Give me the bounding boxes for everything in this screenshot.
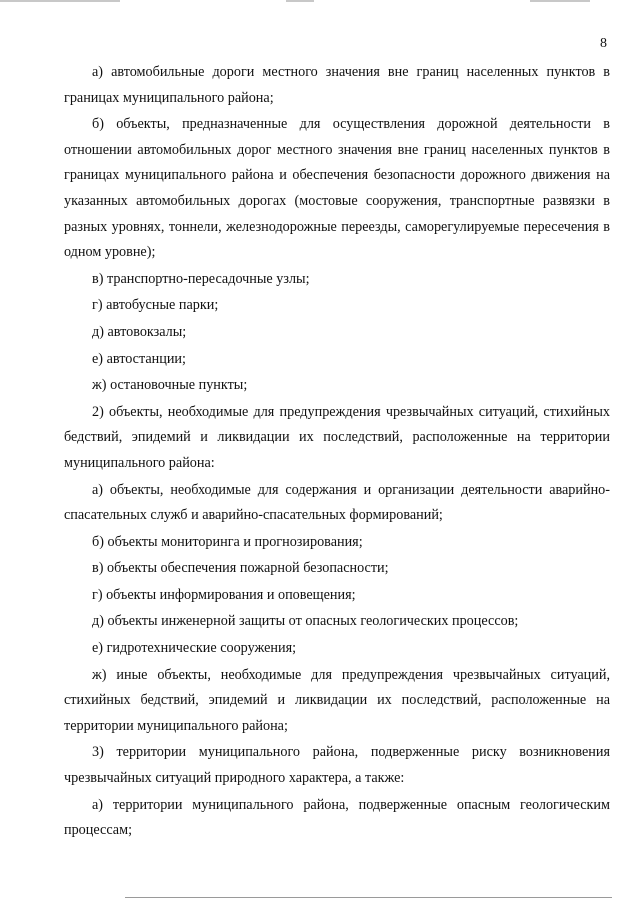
paragraph-e-bus-stations: е) автостанции; (92, 350, 186, 367)
paragraph-2-emergency-objects: 2) объекты, необходимые для предупреждения чрезвычайных ситуаций, стихийных бедствий, эпидемий и ликвидации их последствий, расположенные на территории муниципального района: (64, 403, 610, 471)
paragraph-g-bus-depots: г) автобусные парки; (92, 297, 219, 314)
paragraph-v-fire-safety: в) объекты обеспечения пожарной безопасности; (92, 560, 389, 577)
paragraph-d-bus-terminals: д) автовокзалы; (92, 323, 187, 340)
paragraph-d-engineering-protection: д) объекты инженерной защиты от опасных геологических процессов; (92, 613, 519, 630)
paragraph-a-rescue-services: а) объекты, необходимые для содержания и организации деятельности аварийно-спасательных служб и аварийно-спасательных формирований; (64, 481, 610, 524)
paragraph-a-geological-territories: а) территории муниципального района, подверженные опасным геологическим процессам; (64, 796, 610, 839)
document-body (64, 60, 610, 844)
paragraph-v-transfer-hubs: в) транспортно-пересадочные узлы; (92, 270, 310, 287)
scan-bottom-edge-line (125, 897, 612, 898)
paragraph-e-hydraulic-structures: е) гидротехнические сооружения; (92, 640, 297, 657)
paragraph-g-notification: г) объекты информирования и оповещения; (92, 586, 356, 603)
scan-top-edge-artifacts (0, 0, 640, 8)
paragraph-a-roads: а) автомобильные дороги местного значения вне границ населенных пунктов в границах муниципального района; (64, 64, 610, 106)
page-number: 8 (600, 36, 607, 51)
paragraph-zh-other-objects: ж) иные объекты, необходимые для предупреждения чрезвычайных ситуаций, стихийных бедствий, эпидемий и ликвидации их последствий, расположенные на территории муниципального района; (64, 666, 610, 734)
paragraph-zh-stops: ж) остановочные пункты; (92, 377, 248, 394)
paragraph-b-road-facilities: б) объекты, предназначенные для осуществления дорожной деятельности в отношении автомобильных дорог местного значения вне границ населенных пунктов в границах муниципального района и обеспечения безопасности дорожного движения на указанных автомобильных дорогах (мостовые сооружения, транспортные развязки в разных уровнях, тоннели, железнодорожные переезды, саморегулируемые пересечения в одном уровне); (64, 116, 610, 261)
paragraph-b-monitoring: б) объекты мониторинга и прогнозирования; (92, 533, 363, 550)
paragraph-3-risk-territories: 3) территории муниципального района, подверженные риску возникновения чрезвычайных ситуаций природного характера, а также: (64, 744, 610, 787)
